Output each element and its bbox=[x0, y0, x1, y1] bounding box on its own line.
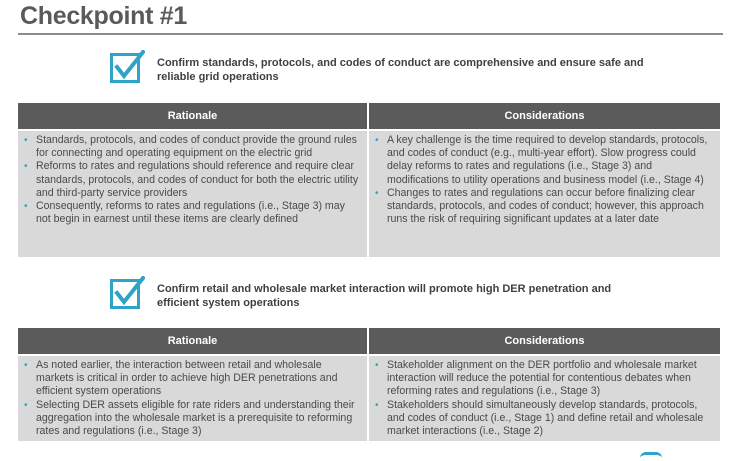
list-item: • A key challenge is the time required to develop standards, protocols, and codes of conduct (e.g., multi-year effort). Slow progress could delay reforms to rates and regulations (i.e., Stage 3) and modifications to utility operations and business model (i.e., Stage 4) bbox=[375, 134, 708, 186]
bullet-icon: • bbox=[375, 187, 379, 199]
bullet-icon: • bbox=[375, 399, 379, 411]
rationale-cell bbox=[18, 355, 368, 441]
checkpoint-table-2 bbox=[18, 328, 720, 441]
rationale-header: Rationale bbox=[18, 103, 368, 130]
rationale-header: Rationale bbox=[18, 328, 368, 355]
checkpoint-table-1 bbox=[18, 103, 720, 257]
considerations-header: Considerations bbox=[368, 328, 720, 355]
bullet-icon: • bbox=[24, 201, 28, 213]
list-item: • Stakeholder alignment on the DER portfolio and wholesale market interaction will reduce the potential for contentious debates when reforming rates and regulations (i.e., Stage 3) bbox=[375, 359, 697, 398]
list-item: • Selecting DER assets eligible for rate riders and understanding their aggregation into the wholesale market is a prerequisite to reforming rates and regulations (i.e., Stage 3) bbox=[24, 398, 355, 438]
bullet-icon: • bbox=[375, 360, 379, 371]
bullet-icon: • bbox=[24, 161, 28, 173]
checkbox-checked-icon bbox=[110, 50, 145, 83]
list-item: • Stakeholders should simultaneously develop standards, protocols, and codes of conduct (i.e., Stage 1) and define retail and wholesale market interactions (i.e., Stage 2) bbox=[375, 398, 704, 438]
checkpoint-statement-2: Confirm retail and wholesale market interaction will promote high DER penetration and efficient system operations bbox=[157, 283, 612, 309]
list-item: • As noted earlier, the interaction between retail and wholesale markets is critical in order to achieve high DER penetrations and efficient system operations bbox=[24, 359, 338, 398]
rationale-cell bbox=[18, 130, 368, 257]
list-item: • Consequently, reforms to rates and regulations (i.e., Stage 3) may not begin in earnest until these items are clearly defined bbox=[24, 200, 345, 226]
bullet-icon: • bbox=[24, 360, 28, 371]
list-item: • Changes to rates and regulations can occur before finalizing clear standards, protocols, and codes of conduct; however, this approach runs the risk of requiring significant updates at a later date bbox=[375, 186, 704, 226]
list-item: • Reforms to rates and regulations should reference and require clear standards, protocols, and codes of conduct for both the electric utility and third-party service providers bbox=[24, 160, 359, 199]
checkbox-checked-icon bbox=[110, 276, 145, 309]
considerations-cell bbox=[368, 355, 720, 441]
bullet-icon: • bbox=[24, 135, 28, 146]
considerations-header: Considerations bbox=[368, 103, 720, 130]
considerations-cell bbox=[368, 130, 720, 257]
title-divider bbox=[18, 33, 723, 35]
bullet-icon: • bbox=[24, 399, 28, 411]
list-item: • Standards, protocols, and codes of conduct provide the ground rules for connecting and operating equipment on the electric grid bbox=[24, 134, 357, 160]
bullet-icon: • bbox=[375, 135, 379, 146]
page-title: Checkpoint #1 bbox=[20, 2, 187, 30]
checkpoint-statement-1: Confirm standards, protocols, and codes of conduct are comprehensive and ensure safe and reliable grid operations bbox=[157, 57, 644, 83]
